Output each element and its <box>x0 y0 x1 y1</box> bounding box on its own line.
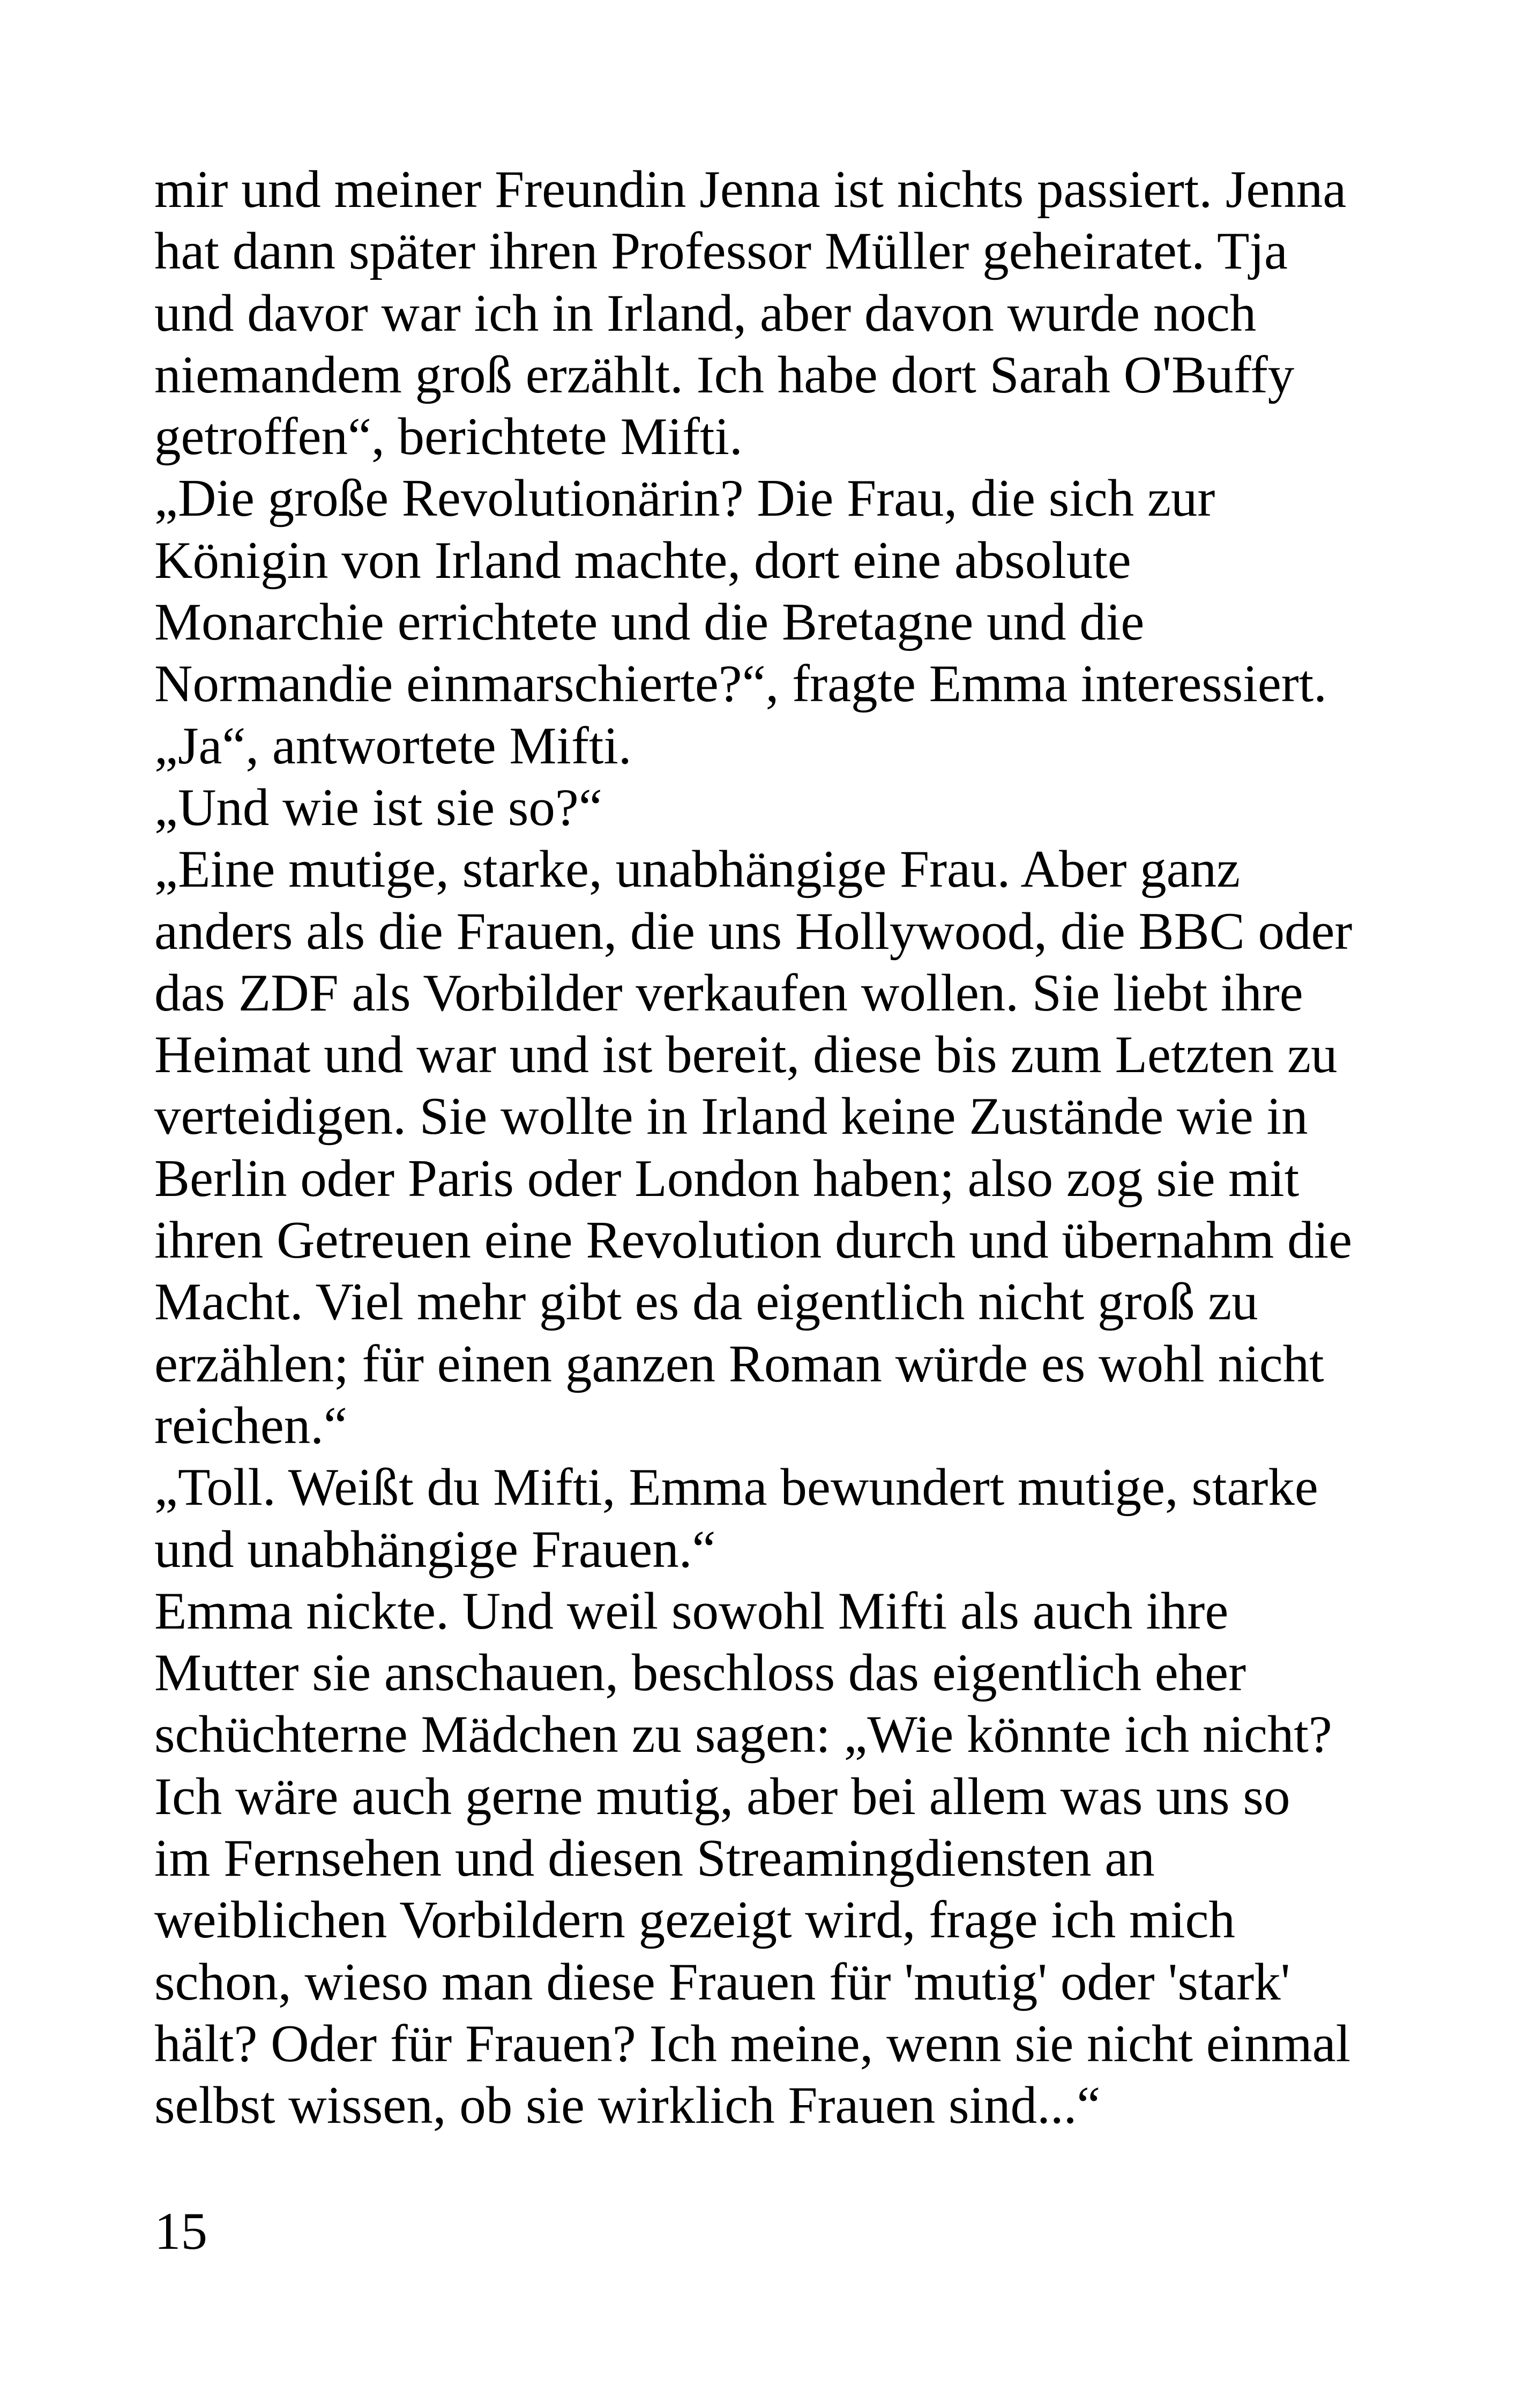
text-line: selbst wissen, ob sie wirklich Frauen sind...“ <box>154 2076 1101 2135</box>
text-line: „Toll. Weißt du Mifti, Emma bewundert mutige, starke <box>154 1458 1318 1517</box>
text-line: Ich wäre auch gerne mutig, aber bei allem was uns so <box>154 1767 1290 1826</box>
text-line: anders als die Frauen, die uns Hollywood, die BBC oder <box>154 902 1353 961</box>
text-line: und unabhängige Frauen.“ <box>154 1520 716 1579</box>
text-line: weiblichen Vorbildern gezeigt wird, frage ich mich <box>154 1891 1235 1950</box>
text-line: reichen.“ <box>154 1396 347 1455</box>
text-line: „Ja“, antwortete Mifti. <box>154 716 632 775</box>
text-line: Monarchie errichtete und die Bretagne und die <box>154 593 1145 652</box>
text-line: mir und meiner Freundin Jenna ist nichts passiert. Jenna <box>154 160 1347 219</box>
text-line: niemandem groß erzählt. Ich habe dort Sarah O'Buffy <box>154 345 1295 404</box>
text-line: verteidigen. Sie wollte in Irland keine Zustände wie in <box>154 1087 1308 1146</box>
text-line: „Die große Revolutionärin? Die Frau, die sich zur <box>154 469 1215 528</box>
text-line: Königin von Irland machte, dort eine absolute <box>154 531 1131 590</box>
text-line: ihren Getreuen eine Revolution durch und übernahm die <box>154 1211 1353 1270</box>
text-line: Berlin oder Paris oder London haben; also zog sie mit <box>154 1149 1300 1208</box>
text-line: hat dann später ihren Professor Müller geheiratet. Tja <box>154 222 1288 281</box>
text-line: erzählen; für einen ganzen Roman würde es wohl nicht <box>154 1334 1324 1393</box>
text-line: im Fernsehen und diesen Streamingdiensten an <box>154 1829 1155 1888</box>
text-line: schüchterne Mädchen zu sagen: „Wie könnte ich nicht? <box>154 1705 1332 1764</box>
text-line: Normandie einmarschierte?“, fragte Emma interessiert. <box>154 655 1327 714</box>
page-number: 15 <box>154 2202 207 2261</box>
text-line: das ZDF als Vorbilder verkaufen wollen. Sie liebt ihre <box>154 963 1303 1022</box>
text-line: Mutter sie anschauen, beschloss das eigentlich eher <box>154 1644 1246 1703</box>
text-line: „Eine mutige, starke, unabhängige Frau. Aber ganz <box>154 840 1241 899</box>
body-text <box>154 159 1387 2137</box>
text-line: hält? Oder für Frauen? Ich meine, wenn sie nicht einmal <box>154 2014 1351 2073</box>
text-line: Heimat und war und ist bereit, diese bis zum Letzten zu <box>154 1025 1338 1084</box>
text-line: Emma nickte. Und weil sowohl Mifti als auch ihre <box>154 1581 1229 1640</box>
text-line: getroffen“, berichtete Mifti. <box>154 407 743 466</box>
text-line: schon, wieso man diese Frauen für 'mutig' oder 'stark' <box>154 1952 1290 2011</box>
text-line: „Und wie ist sie so?“ <box>154 778 602 837</box>
text-line: und davor war ich in Irland, aber davon wurde noch <box>154 284 1257 343</box>
text-line: Macht. Viel mehr gibt es da eigentlich nicht groß zu <box>154 1273 1258 1332</box>
